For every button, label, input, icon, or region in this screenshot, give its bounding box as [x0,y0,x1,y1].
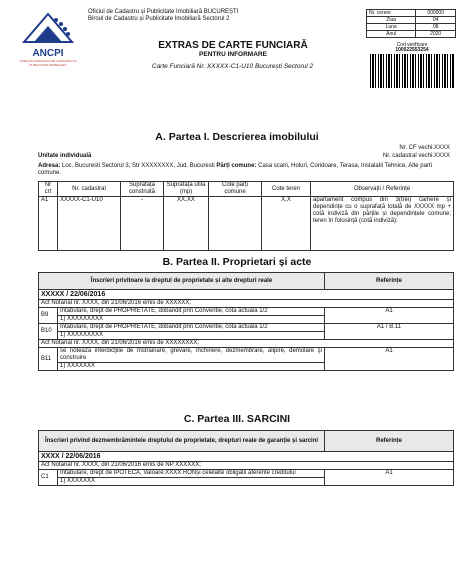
cell-cadastral: XXXXX-C1-U10 [58,197,121,251]
cf-reference: Carte Funciară Nr. XXXXX-C1-U10 București Sectorul 2 [151,63,314,70]
cell-useful-area: XX,XX [164,197,209,251]
section-a-title: A. Partea I. Descrierea imobilului [155,131,319,143]
verification-code-value: 100022553254 [395,47,429,53]
cell-common-share [209,197,262,251]
cell-nr: A1 [39,197,58,251]
verification-code-label: Cod verificare [396,42,428,48]
table-row [39,197,454,251]
office-line-1: Oficiul de Cadastru și Publicitate Imobiliară BUCUREȘTI [88,9,239,15]
entry-sub: 1) XXXXXXX [58,478,325,486]
req-label: Anul [367,31,416,38]
charges-head-right: Referințe [325,431,454,452]
req-value: 08 [416,24,456,31]
col-header: Suprafața utilă (mp) [164,182,209,197]
entry-ref: A1 [325,348,454,371]
unit-type: Unitate individuală [38,153,92,159]
address-text [38,163,448,177]
owners-table [38,272,454,371]
owners-act: Act Notarial nr. XXXX, din 21/06/2016 emis de XXXXXX; [39,300,454,308]
charges-ref-line: XXXX / 22/06/2016 [39,452,454,462]
cf-old-number: Nr. CF vechi:XXXX [399,145,450,151]
ancpi-logo [18,8,78,66]
cell-built-area: - [121,197,164,251]
col-header: Nr crt [39,182,58,197]
entry-sub: 1) XXXXXXX [58,363,325,371]
entry-sub: 1) XXXXXXXXX [58,316,325,324]
logo-subtext: AGENȚIA NAȚIONALĂ DE CADASTRU ȘI PUBLICITATE IMOBILIARĂ [19,59,77,67]
req-label: Nr. cerere [367,10,416,17]
req-value: 000000 [416,10,456,17]
cell-land-share: X,X [262,197,311,251]
col-header: Cote teren [262,182,311,197]
entry-ref: A1 / B.11 [325,324,454,340]
charges-table [38,430,454,486]
entry-text: se noteaza interdicţiile de înstrainare, grevare, închiriere, dezmembrare, alipire, demolare şi construire [58,348,325,363]
entry-text: Intabulare, drept de IPOTECA, Valoare:XXXX RONși celelalte obligatii aferente creditului [58,470,325,478]
cadastral-old-number: Nr. cadastral vechi:XXXX [382,153,450,159]
entry-nr: B10 [39,324,58,340]
col-header: Cote părți comune [209,182,262,197]
section-b-title: B. Partea II. Proprietari și acte [162,256,312,268]
address-value: Loc. Bucuresti Sectorul 3, Str XXXXXXXX, Jud. Bucuresti [60,163,217,169]
charges-act: Act Notarial nr. XXXX, din 21/06/2016 emis de NP XXXXXX; [39,462,454,470]
owners-ref-line: XXXXX / 22/06/2016 [39,290,454,300]
address-label: Adresa: [38,163,61,169]
col-header: Nr. cadastral [58,182,121,197]
entry-ref: A1 [325,308,454,324]
req-label: Ziua [367,17,416,24]
logo-house-icon [18,8,78,44]
property-table [38,181,454,251]
office-line-2: Biroul de Cadastru și Publicitate Imobiliară Sectorul 2 [88,16,230,22]
entry-sub: 1) XXXXXXXXX [58,332,325,340]
common-parts-value: Casa scarii, Holuri, Coridoare, Terasa, Instalatii Tehnice, Alte parti comune. [38,163,432,176]
owners-act-2: Act Notarial nr. XXXX, din 21/06/2016 emis de XXXXXXXX; [39,340,454,348]
entry-text: Intabulare, drept de PROPRIETATE, dobandit prin Conventie, cota actuala 1/2 [58,308,325,316]
page-subtitle: PENTRU INFORMARE [199,51,267,58]
charges-head-left: Înscrieri privind dezmembrămintele dreptului de proprietate, drepturi reale de garanție și sarcini [39,431,325,452]
barcode-icon [370,54,454,88]
owners-head-right: Referințe [325,273,454,290]
req-label: Luna [367,24,416,31]
entry-nr: C1 [39,470,58,486]
page-title: EXTRAS DE CARTE FUNCIARĂ [158,40,308,51]
section-c-title: C. Partea III. SARCINI [183,413,291,425]
col-header: Observații / Referințe [311,182,454,197]
entry-nr: B11 [39,348,58,371]
owners-head-left: Înscrieri privitoare la dreptul de proprietate și alte drepturi reale [39,273,325,290]
col-header: Suprafața construită [121,182,164,197]
cell-observations: apartament compus din 3(trei) camere și dependințe cu o suprafață totală de XXXXX mp + cotă indiviză din părțile și dependințele comune; teren în folosință (cotă indiviză): [311,197,454,251]
logo-text: ANCPI [32,48,64,59]
req-value: 2020 [416,31,456,38]
entry-ref: A1 [325,470,454,486]
common-parts-label: Părți comune: [216,163,257,169]
request-info-table [366,9,456,38]
entry-nr: B9 [39,308,58,324]
entry-text: Intabulare, drept de PROPRIETATE, dobandit prin Conventie, cota actuala 1/2 [58,324,325,332]
req-value: 04 [416,17,456,24]
